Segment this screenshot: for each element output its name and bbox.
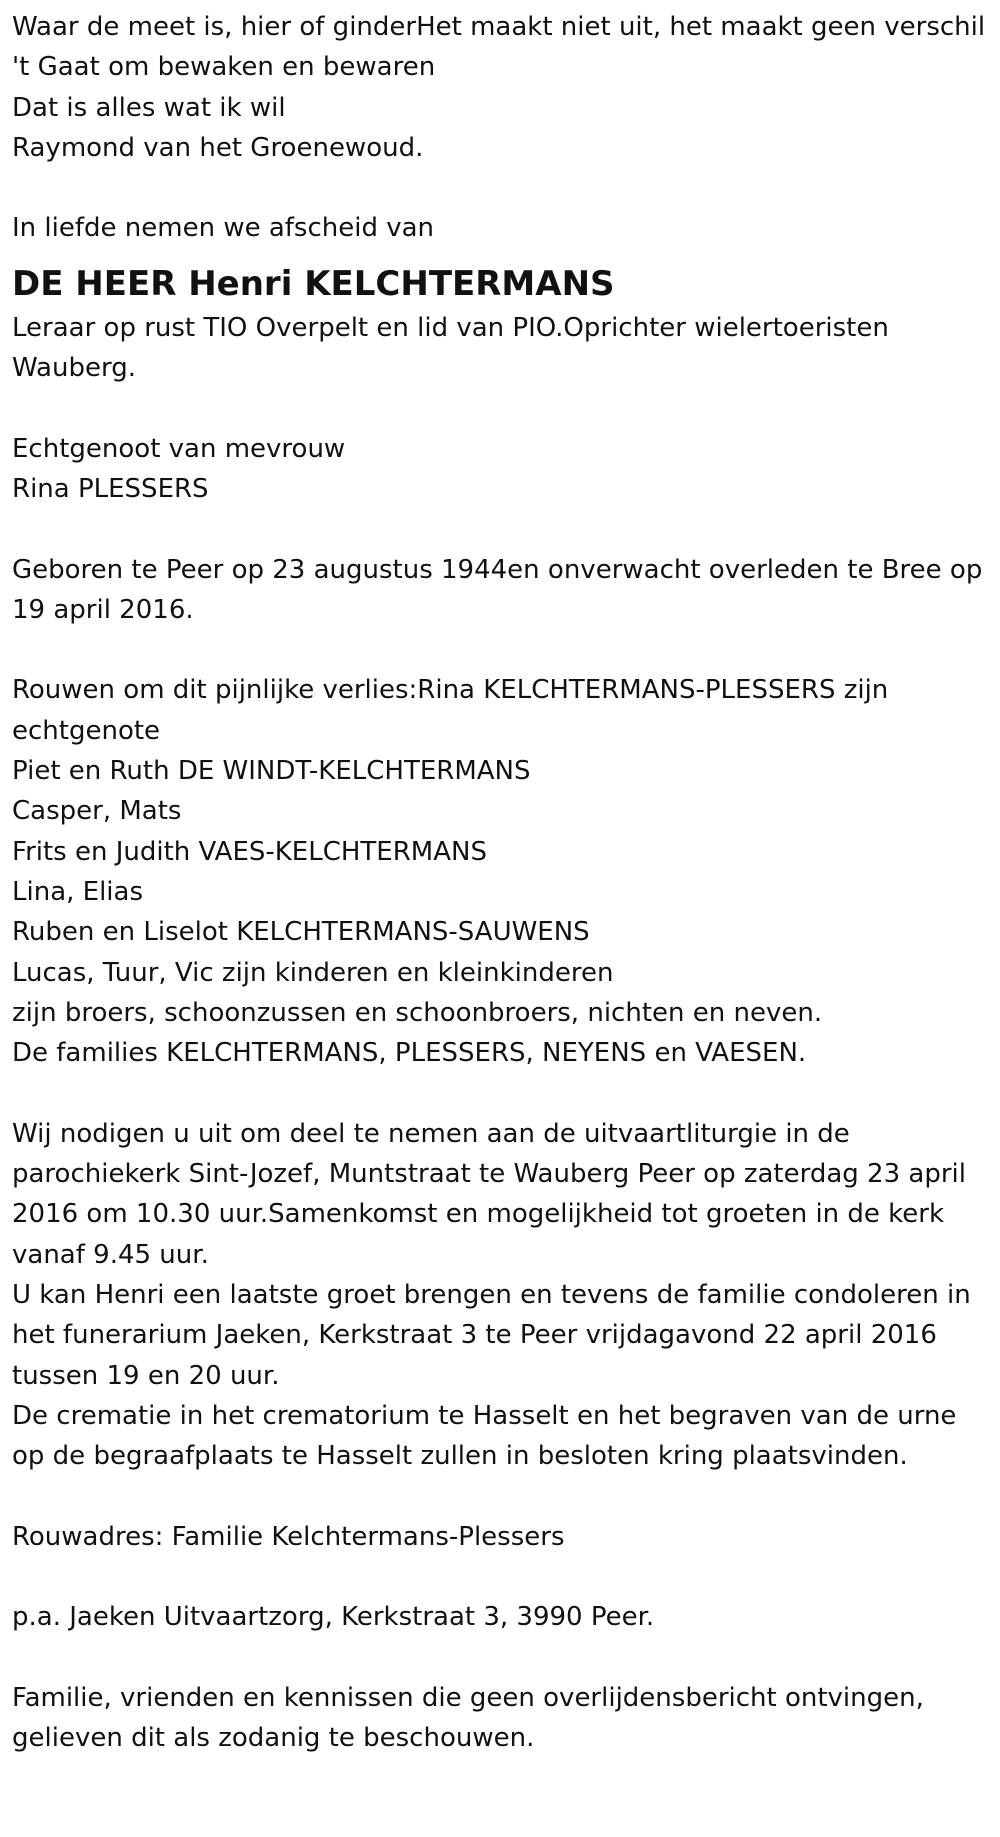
mourner-line: Casper, Mats <box>12 796 182 827</box>
ceremony-paragraph: Wij nodigen u uit om deel te nemen aan de uitvaartliturgie in de parochiekerk Sint-Jozef, Muntstraat te Wauberg Peer op zaterdag 23 april 2016 om 10.30 uur.Samenkomst en mogelijkheid tot groeten in de kerk vanaf 9.45 uur. <box>12 1118 966 1270</box>
spacer <box>12 1557 988 1597</box>
obituary-document <box>0 7 1000 1758</box>
spouse-line: Echtgenoot van mevrouw <box>12 433 346 464</box>
mourning-address: Rouwadres: Familie Kelchtermans-Plessers <box>12 1521 565 1552</box>
mourners-section <box>12 670 988 1073</box>
ceremony-paragraph: U kan Henri een laatste groet brengen en tevens de familie condoleren in het funerarium Jaeken, Kerkstraat 3 te Peer vrijdagavond 22 april 2016 tussen 19 en 20 uur. <box>12 1279 971 1391</box>
mourner-line: Ruben en Liselot KELCHTERMANS-SAUWENS <box>12 917 590 948</box>
spouse-name: Rina PLESSERS <box>12 473 209 504</box>
spacer <box>12 1638 988 1678</box>
spacer <box>12 630 988 670</box>
closing-text: Familie, vrienden en kennissen die geen overlijdensbericht ontvingen, gelieven dit als zodanig te beschouwen. <box>12 1682 924 1754</box>
ceremony-section <box>12 1114 988 1477</box>
ceremony-paragraph: De crematie in het crematorium te Hasselt en het begraven van de urne op de begraafplaats te Hasselt zullen in besloten kring plaatsvinden. <box>12 1400 957 1472</box>
poem-line: 't Gaat om bewaken en bewaren <box>12 52 436 83</box>
poem-line: Dat is alles wat ik wil <box>12 92 286 123</box>
mourner-line: Piet en Ruth DE WINDT-KELCHTERMANS <box>12 756 531 787</box>
mourner-line: Frits en Judith VAES-KELCHTERMANS <box>12 836 487 867</box>
occupation-text: Leraar op rust TIO Overpelt en lid van PIO.Oprichter wielertoeristen Wauberg. <box>12 312 889 384</box>
care-of-address: p.a. Jaeken Uitvaartzorg, Kerkstraat 3, 3990 Peer. <box>12 1602 655 1633</box>
deceased-name: DE HEER Henri KELCHTERMANS <box>12 263 615 304</box>
spacer <box>12 168 988 208</box>
poem-section <box>12 7 988 168</box>
spouse-section <box>12 429 988 510</box>
mourner-line: De families KELCHTERMANS, PLESSERS, NEYENS en VAESEN. <box>12 1038 807 1069</box>
mourner-line: Lucas, Tuur, Vic zijn kinderen en kleinkinderen <box>12 957 614 988</box>
mourner-line: zijn broers, schoonzussen en schoonbroers, nichten en neven. <box>12 997 823 1028</box>
spacer <box>12 1476 988 1516</box>
spacer <box>12 388 988 428</box>
poem-line: Waar de meet is, hier of ginderHet maakt niet uit, het maakt geen verschil <box>12 12 986 42</box>
spacer <box>12 1073 988 1113</box>
mourner-line: Lina, Elias <box>12 876 144 907</box>
mourner-line: Rouwen om dit pijnlijke verlies:Rina KELCHTERMANS-PLESSERS zijn echtgenote <box>12 675 889 746</box>
birth-death-text: Geboren te Peer op 23 augustus 1944en onverwacht overleden te Bree op 19 april 2016. <box>12 554 983 625</box>
poem-author: Raymond van het Groenewoud. <box>12 132 424 163</box>
intro-text: In liefde nemen we afscheid van <box>12 213 435 244</box>
spacer <box>12 509 988 549</box>
